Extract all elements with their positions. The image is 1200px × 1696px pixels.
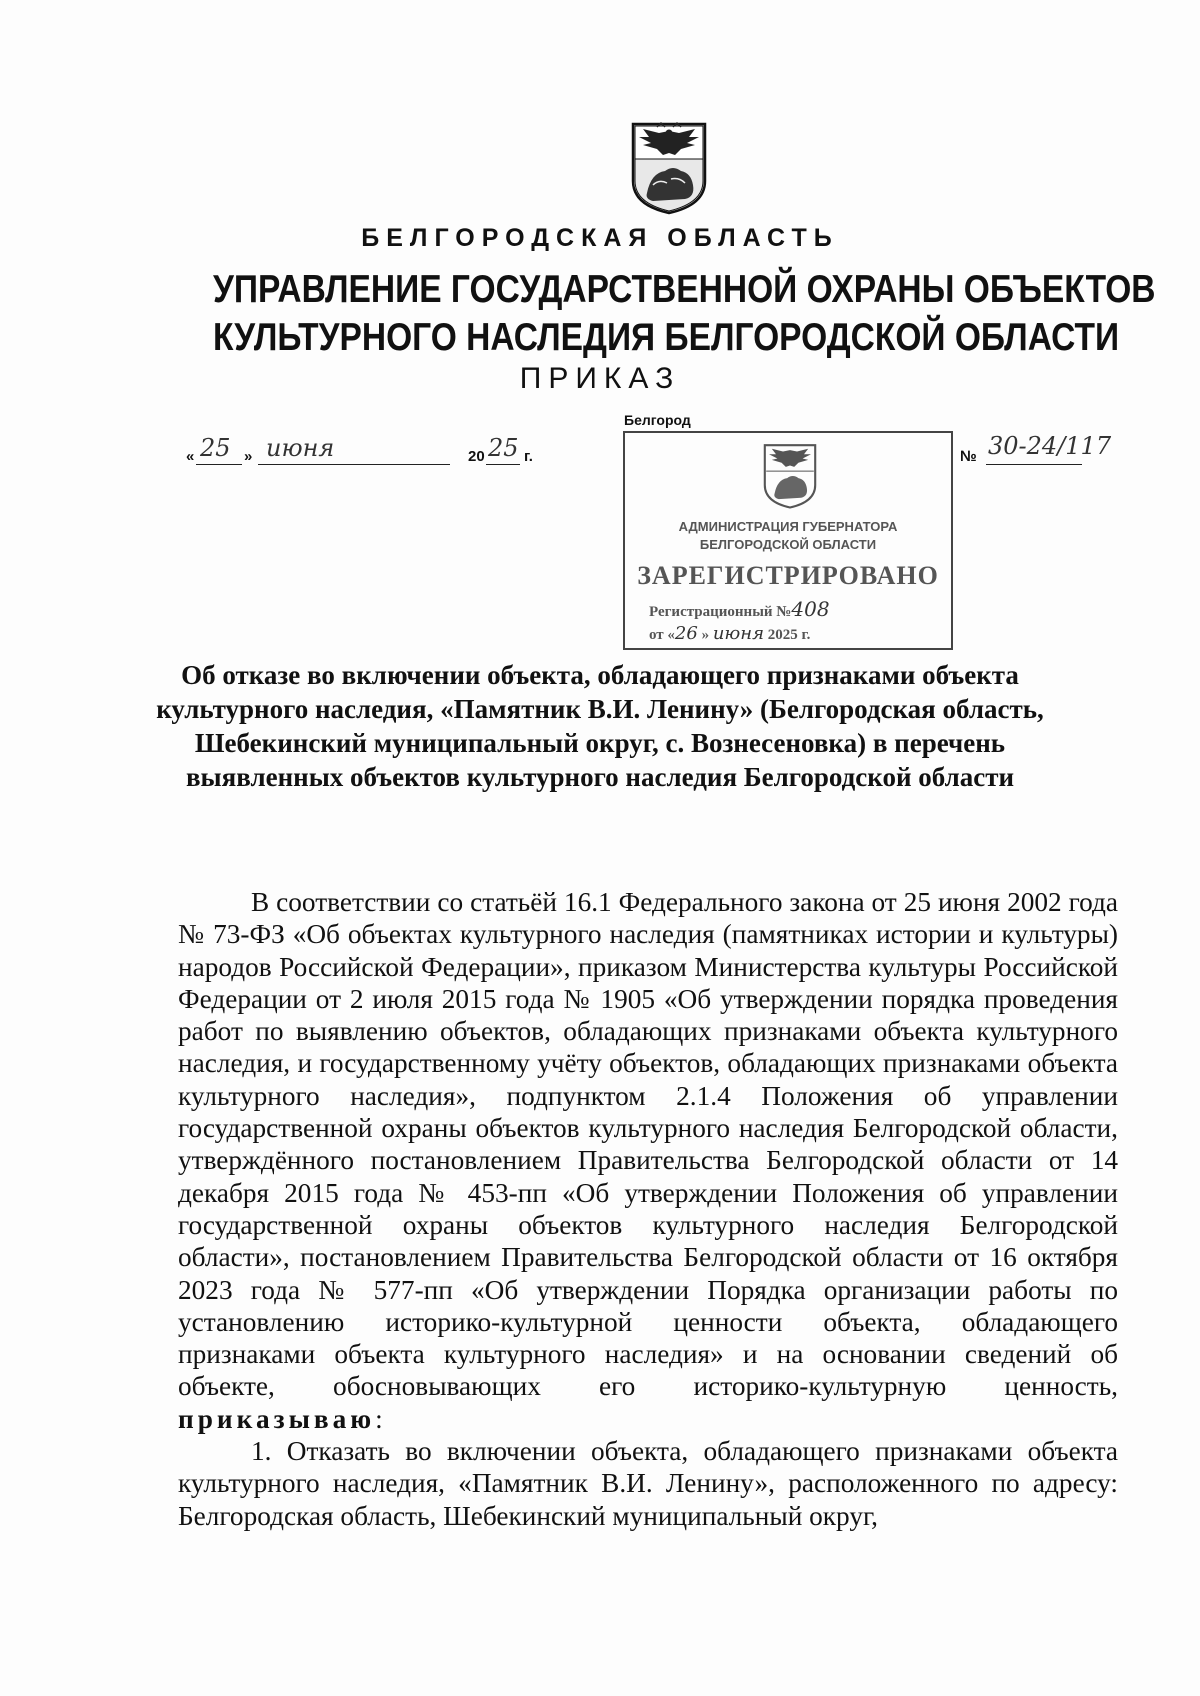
order-date bbox=[186, 436, 546, 476]
organization-name bbox=[213, 266, 1156, 362]
date-year-unit: г. bbox=[524, 448, 533, 465]
stamp-date-mid: » bbox=[701, 627, 710, 643]
stamp-coat-of-arms-icon bbox=[762, 443, 818, 509]
stamp-registration-date bbox=[649, 623, 810, 644]
order-title-line-3: Шебекинский муниципальный округ, с. Вознесеновка) в перечень bbox=[194, 728, 1006, 758]
stamp-agency-line-1: АДМИНИСТРАЦИЯ ГУБЕРНАТОРА bbox=[678, 519, 898, 534]
preamble-text: В соответствии со статьёй 16.1 Федерального закона от 25 июня 2002 года № 73-ФЗ «Об объектах культурного наследия (памятниках истории и культуры) народов Российской Федерации», приказом Министерства культуры Российской Федерации от 2 июля 2015 года № 1905 «Об утверждении порядка проведения работ по выявлению объектов, обладающих признаками объекта культурного наследия, и государственному учёту объектов, обладающих признаками объекта культурного наследия», подпунктом 2.1.4 Положения об управлении государственной охраны объектов культурного наследия Белгородской области, утверждённого постановлением Правительства Белгородской области от 14 декабря 2015 года № 453-пп «Об утверждении Положения об управлении государственной охраны объектов культурного наследия Белгородской области», постановлением Правительства Белгородской области от 16 октября 2023 года № 577-пп «Об утверждении Порядка организации работы по установлению историко-культурной ценности объекта, обладающего признаками объекта культурного наследия» и на основании сведений об объекте, обосновывающих его историко-культурную ценность, bbox=[178, 887, 1118, 1402]
stamp-date-suffix: г. bbox=[801, 627, 811, 643]
stamp-date-year: 2025 bbox=[767, 627, 798, 643]
city-name: Белгород bbox=[624, 412, 691, 428]
order-title-line-2: культурного наследия, «Памятник В.И. Ленину» (Белгородская область, bbox=[156, 694, 1044, 724]
order-number-value: 30-24/117 bbox=[988, 432, 1112, 460]
date-month: июня bbox=[266, 434, 335, 462]
order-colon: : bbox=[375, 1403, 383, 1434]
order-title-line-1: Об отказе во включении объекта, обладающего признаками объекта bbox=[181, 660, 1019, 690]
date-day-underline bbox=[196, 464, 242, 465]
stamp-registration-number bbox=[649, 597, 830, 621]
order-number bbox=[960, 432, 1130, 476]
date-year-suffix: 25 bbox=[488, 434, 519, 462]
date-open-quote: « bbox=[186, 448, 195, 465]
item-1-paragraph: 1. Отказать во включении объекта, обладающего признаками объекта культурного наследия, «Памятник В.И. Ленину», расположенного по адресу: Белгородская область, Шебекинский муниципальный округ, bbox=[178, 1436, 1118, 1531]
date-year-underline bbox=[486, 464, 520, 465]
stamp-date-day: 26 bbox=[674, 623, 698, 644]
stamp-status: ЗАРЕГИСТРИРОВАНО bbox=[637, 561, 939, 590]
date-close-quote: » bbox=[244, 448, 253, 465]
organization-name-line-1: УПРАВЛЕНИЕ ГОСУДАРСТВЕННОЙ ОХРАНЫ ОБЪЕКТОВ bbox=[213, 268, 1156, 311]
organization-name-line-2: КУЛЬТУРНОГО НАСЛЕДИЯ БЕЛГОРОДСКОЙ ОБЛАСТИ bbox=[213, 316, 1120, 359]
order-title-line-4: выявленных объектов культурного наследия Белгородской области bbox=[185, 762, 1015, 792]
order-number-label: № bbox=[960, 448, 977, 465]
date-month-underline bbox=[258, 464, 450, 465]
order-title bbox=[120, 658, 1080, 794]
order-word: приказываю bbox=[178, 1403, 376, 1434]
stamp-agency-line-2: БЕЛГОРОДСКОЙ ОБЛАСТИ bbox=[699, 537, 877, 552]
order-number-underline bbox=[986, 464, 1082, 465]
coat-of-arms-icon bbox=[629, 121, 709, 215]
stamp-date-prefix: от « bbox=[649, 627, 675, 643]
preamble-paragraph bbox=[178, 886, 1118, 1435]
stamp-date-month: июня bbox=[712, 623, 765, 644]
registration-stamp bbox=[623, 431, 953, 650]
stamp-reg-label: Регистрационный № bbox=[649, 604, 792, 620]
stamp-reg-number: 408 bbox=[791, 597, 830, 621]
date-day: 25 bbox=[200, 434, 231, 462]
region-name: БЕЛГОРОДСКАЯ ОБЛАСТЬ bbox=[361, 224, 839, 252]
order-body bbox=[178, 886, 1118, 1532]
date-year-prefix: 20 bbox=[468, 448, 485, 465]
document-type: ПРИКАЗ bbox=[519, 362, 681, 395]
